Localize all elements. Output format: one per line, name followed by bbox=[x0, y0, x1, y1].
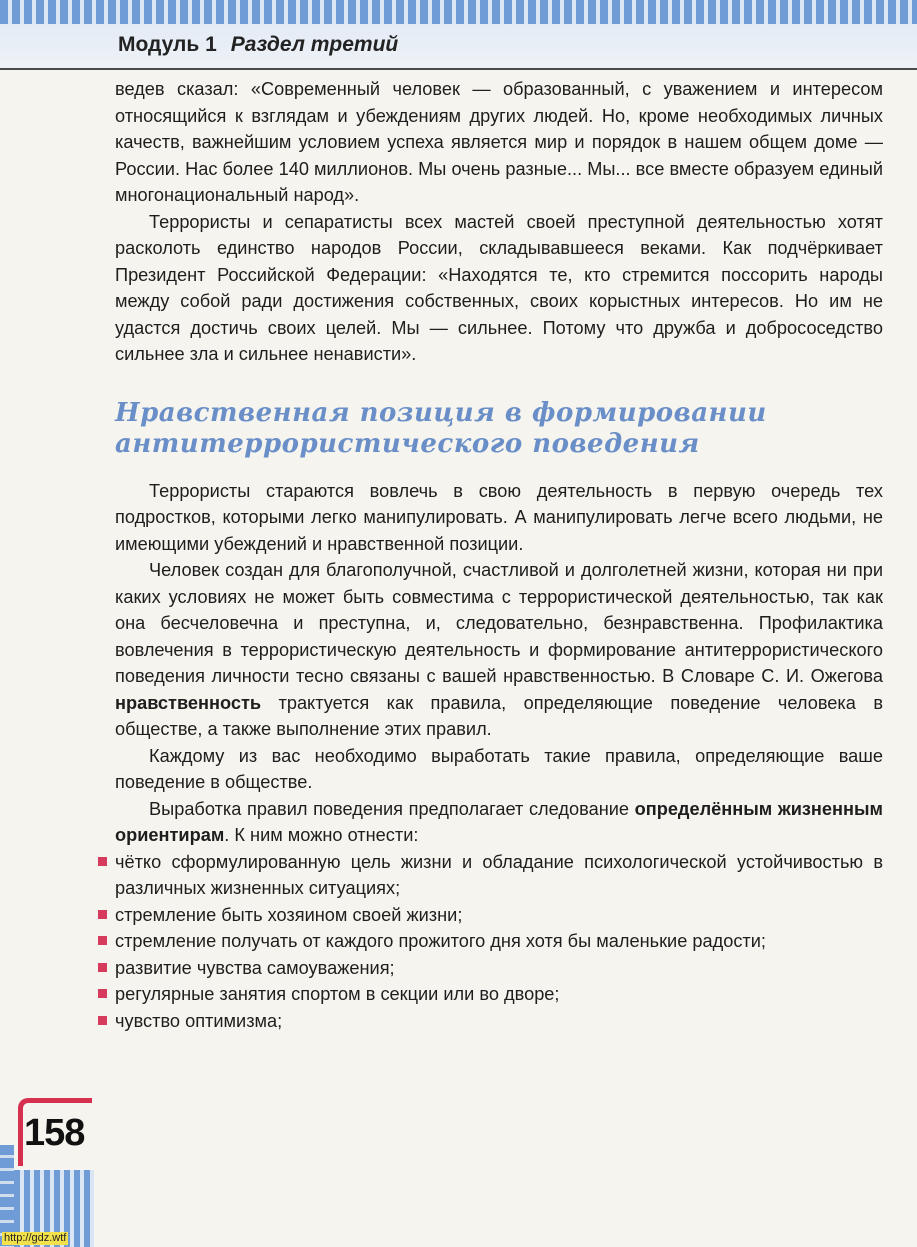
bullet-square-icon bbox=[98, 910, 107, 919]
list-item-text: развитие чувства самоуважения; bbox=[115, 957, 395, 978]
list-item bbox=[115, 1008, 883, 1035]
list-item-text: чётко сформулированную цель жизни и обладание психологической устойчивостью в различных жизненных ситуациях; bbox=[115, 851, 883, 898]
bullet-square-icon bbox=[98, 1016, 107, 1025]
list-item bbox=[115, 955, 883, 982]
page-number: 158 bbox=[24, 1112, 85, 1154]
running-header bbox=[118, 33, 398, 57]
bullet-square-icon bbox=[98, 989, 107, 998]
guidelines-list bbox=[115, 849, 883, 1035]
term-life-guidelines: определённым жизненным ориентирам bbox=[115, 798, 883, 845]
module-label: Модуль 1 bbox=[118, 33, 217, 56]
list-item-text: регулярные занятия спортом в секции или во дворе; bbox=[115, 984, 560, 1004]
paragraph-continued: ведев сказал: «Современный человек — образованный, с уважением и интересом относящийся к взглядам и убеждениям других людей. Но, кроме необходимых личных качеств, важнейшим условием успеха является мир и порядок в нашем общем доме — России. Нас более 140 миллионов. Мы очень разные... Мы... все вместе образуем единый многонациональный народ». bbox=[115, 79, 883, 205]
section-heading-line-1: Нравственная позиция в формировании bbox=[115, 397, 767, 428]
list-item bbox=[115, 902, 883, 929]
bullet-square-icon bbox=[98, 936, 107, 945]
paragraph-rules: Каждому из вас необходимо выработать такие правила, определяющие ваше поведение в обществе. bbox=[115, 745, 883, 792]
list-item-text: стремление получать от каждого прожитого дня хотя бы маленькие радости; bbox=[115, 931, 766, 951]
section-heading bbox=[115, 398, 883, 460]
top-decorative-stripes bbox=[0, 0, 917, 24]
section-heading-line-2: антитеррористического поведения bbox=[115, 428, 700, 459]
paragraph-guidelines-end: . К ним можно отнести: bbox=[224, 825, 419, 845]
paragraph-morality bbox=[115, 557, 883, 743]
list-item bbox=[115, 981, 883, 1008]
bullet-square-icon bbox=[98, 963, 107, 972]
paragraph-terrorists: Террористы и сепаратисты всех мастей своей преступной деятельностью хотят расколоть единство народов России, складывавшееся веками. Как подчёркивает Президент Российской Федерации: «Находятся те, кто стремится поссорить народы между собой ради достижения собственных, своих корыстных интересов. Но им не удастся достичь своих целей. Мы — сильнее. Потому что дружба и добрососедство сильнее зла и сильнее ненависти». bbox=[115, 211, 883, 364]
paragraph-guidelines-text: Выработка правил поведения предполагает следование bbox=[149, 798, 635, 819]
paragraph-morality-text: Человек создан для благополучной, счастливой и долголетней жизни, которая ни при каких условиях не может быть совместима с террористической деятельностью, так как она бесчеловечна и преступна, и, следовательно, безнравственна. Профилактика вовлечения в террористическую деятельность и формирование антитеррористического поведения личности тесно связаны с вашей нравственностью. В Словаре С. И. Ожегова bbox=[115, 560, 883, 686]
list-item bbox=[115, 928, 883, 955]
watermark-url: http://gdz.wtf bbox=[4, 1232, 67, 1244]
paragraph-manipulation: Террористы стараются вовлечь в свою деятельность в первую очередь тех подростков, которыми легко манипулировать. А манипулировать легче всего людьми, не имеющими убеждений и нравственной позиции. bbox=[115, 480, 883, 554]
list-item bbox=[115, 849, 883, 902]
bullet-square-icon bbox=[98, 857, 107, 866]
section-label: Раздел третий bbox=[230, 33, 399, 56]
page-content bbox=[115, 76, 883, 1034]
list-item-text: чувство оптимизма; bbox=[115, 1010, 283, 1031]
paragraph-guidelines bbox=[115, 796, 883, 849]
paragraph-morality-end: трактуется как правила, определяющие поведение человека в обществе, а также выполнение этих правил. bbox=[115, 692, 883, 739]
list-item-text: стремление быть хозяином своей жизни; bbox=[115, 904, 463, 925]
term-morality: нравственность bbox=[115, 692, 262, 713]
